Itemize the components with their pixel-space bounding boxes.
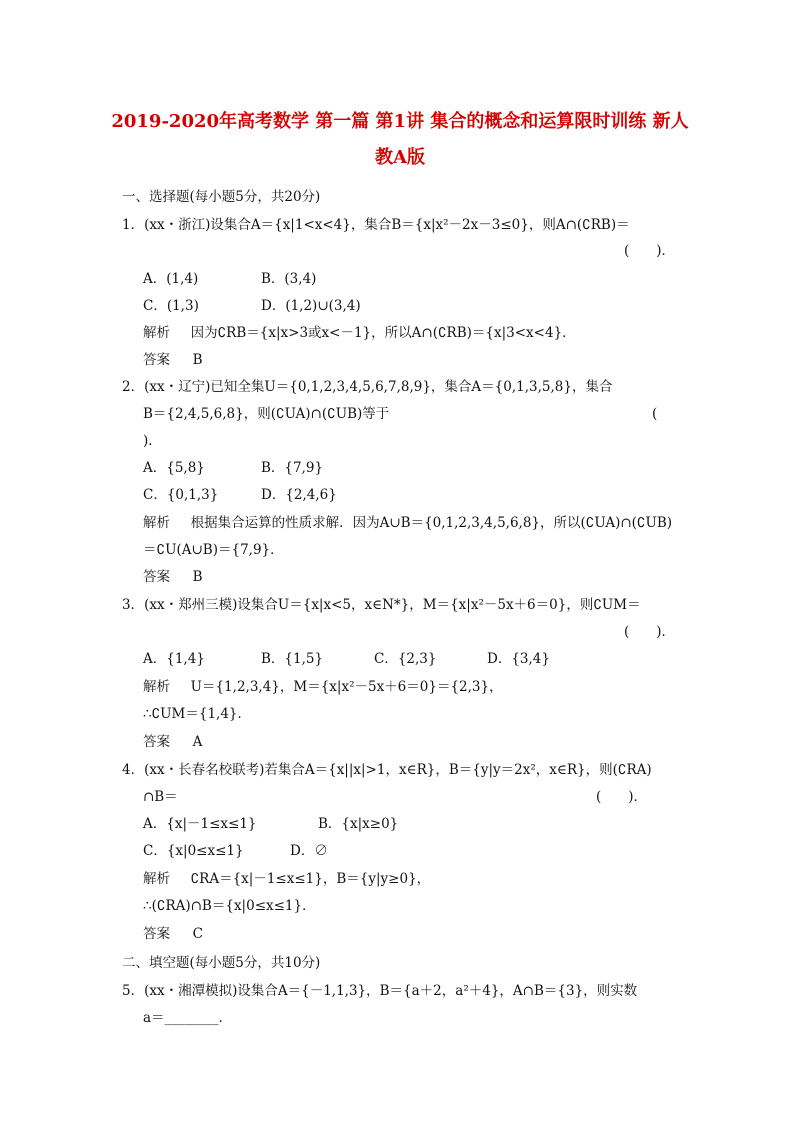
section-heading-fill-in: 二、填空题(每小题5分，共10分) <box>122 955 321 971</box>
q3-answer <box>143 731 202 753</box>
q2-paren-close: )． <box>143 433 162 449</box>
q2-paren-open: ( <box>652 406 658 422</box>
title-line-2: 教A版 <box>375 147 425 168</box>
answer-label: 答案 <box>143 569 170 585</box>
answer-value: A <box>192 734 203 750</box>
q2-stem-line1: 2．(xx・辽宁)已知全集U＝{0,1,2,3,4,5,6,7,8,9}，集合A＝{0,1,3,5,8}，集合 <box>122 379 613 395</box>
q4-analysis-line2: ∴(∁RA)∩B＝{x|0≤x≤1}． <box>143 898 316 914</box>
q3-analysis-line2: ∴∁UM＝{1,4}． <box>143 706 252 722</box>
analysis-label: 解析 <box>143 515 170 531</box>
title-line-1: 2019-2020年高考数学 第一篇 第1讲 集合的概念和运算限时训练 新人 <box>111 111 689 132</box>
q4-option-d: D．∅ <box>290 843 328 859</box>
section-heading-choice: 一、选择题(每小题5分，共20分) <box>122 189 321 205</box>
q4-stem-line1: 4．(xx・长春名校联考)若集合A＝{x||x|>1，x∈R}，B＝{y|y＝2x²，x∈R}，则(∁RA) <box>122 762 652 778</box>
q1-option-b: B．(3,4) <box>261 271 317 287</box>
analysis-text: 根据集合运算的性质求解．因为A∪B＝{0,1,2,3,4,5,6,8}，所以(∁UA)∩(∁UB) <box>190 515 673 531</box>
q3-analysis-line1 <box>143 676 503 698</box>
q3-option-b: B．{1,5} <box>261 651 324 667</box>
q3-option-a: A．{1,4} <box>143 651 205 667</box>
q3-stem: 3．(xx・郑州三模)设集合U＝{x|x<5，x∈N*}，M＝{x|x²－5x＋6＝0}，则∁UM＝ <box>122 597 641 613</box>
q2-option-b: B．{7,9} <box>261 460 324 476</box>
q5-stem-line2: a＝________． <box>143 1010 233 1026</box>
analysis-text: U＝{1,2,3,4}，M＝{x|x²－5x＋6＝0}＝{2,3}， <box>190 679 503 695</box>
q1-answer <box>143 349 203 371</box>
answer-value: B <box>192 352 203 368</box>
q1-option-d: D．(1,2)∪(3,4) <box>261 298 361 314</box>
q2-analysis-line2: ＝∁U(A∪B)＝{7,9}． <box>143 542 284 558</box>
q4-answer <box>143 923 203 945</box>
q2-analysis-line1 <box>143 512 672 534</box>
q4-stem-line2: ∩B＝ <box>143 789 178 805</box>
answer-value: C <box>192 926 203 942</box>
document-title <box>100 104 700 176</box>
analysis-text: 因为∁RB＝{x|x>3或x<－1}，所以A∩(∁RB)＝{x|3<x<4}． <box>190 325 576 341</box>
answer-label: 答案 <box>143 926 170 942</box>
q4-option-a: A．{x|－1≤x≤1} <box>143 816 257 832</box>
analysis-label: 解析 <box>143 679 170 695</box>
answer-value: B <box>192 569 203 585</box>
q3-answer-paren: ( )． <box>624 624 676 640</box>
q2-option-d: D．{2,4,6} <box>261 487 337 503</box>
q2-option-c: C．{0,1,3} <box>143 487 219 503</box>
analysis-text: ∁RA＝{x|－1≤x≤1}，B＝{y|y≥0}， <box>190 871 431 887</box>
q4-answer-paren: ( )． <box>596 789 648 805</box>
answer-label: 答案 <box>143 734 170 750</box>
q3-option-d: D．{3,4} <box>487 651 550 667</box>
q2-option-a: A．{5,8} <box>143 460 205 476</box>
q1-stem: 1．(xx・浙江)设集合A＝{x|1<x<4}，集合B＝{x|x²－2x－3≤0}，则A∩(∁RB)＝ <box>122 217 630 233</box>
q2-answer <box>143 566 203 588</box>
q2-stem-line2: B＝{2,4,5,6,8}，则(∁UA)∩(∁UB)等于 <box>143 406 390 422</box>
q4-option-b: B．{x|x≥0} <box>318 816 399 832</box>
q5-stem-line1: 5．(xx・湘潭模拟)设集合A＝{－1,1,3}，B＝{a＋2，a²＋4}，A∩B＝{3}，则实数 <box>122 983 638 999</box>
q1-option-c: C．(1,3) <box>143 298 199 314</box>
q1-answer-paren: ( )． <box>624 243 676 259</box>
q3-option-c: C．{2,3} <box>374 651 437 667</box>
q1-option-a: A．(1,4) <box>143 271 199 287</box>
q1-analysis <box>143 322 576 344</box>
q4-option-c: C．{x|0≤x≤1} <box>143 843 244 859</box>
analysis-label: 解析 <box>143 871 170 887</box>
answer-label: 答案 <box>143 352 170 368</box>
analysis-label: 解析 <box>143 325 170 341</box>
q4-analysis-line1 <box>143 868 430 890</box>
